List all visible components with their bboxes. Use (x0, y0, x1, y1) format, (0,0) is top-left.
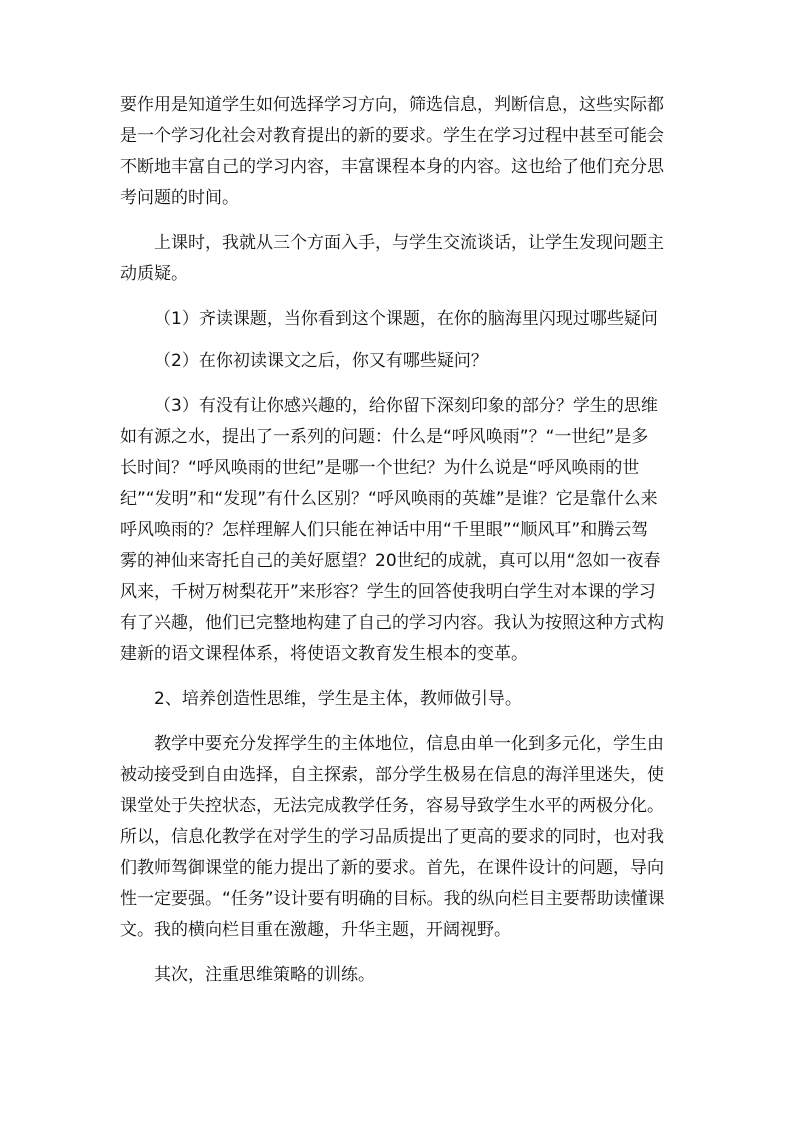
paragraph-intro-continuation: 要作用是知道学生如何选择学习方向，筛选信息，判断信息，这些实际都是一个学习化社会对教育提出的新的要求。学生在学习过程中甚至可能会不断地丰富自己的学习内容，丰富课程本身的内容。这也给了他们充分思考问题的时间。 (120, 95, 664, 208)
paragraph-class-start: 上课时，我就从三个方面入手，与学生交流谈话，让学生发现问题主动质疑。 (120, 233, 664, 284)
paragraph-question-3: （3）有没有让你感兴趣的，给你留下深刻印象的部分？学生的思维如有源之水，提出了一系列的问题：什么是“呼风唤雨”？“一世纪”是多长时间？“呼风唤雨的世纪”是哪一个世纪？为什么说是“呼风唤雨的世纪”“发明”和“发现”有什么区别？“呼风唤雨的英雄”是谁？它是靠什么来呼风唤雨的？怎样理解人们只能在神话中用“千里眼”“顺风耳”和腾云驾雾的神仙来寄托自己的美好愿望？20世纪的成就，真可以用“忽如一夜春风来，千树万树梨花开”来形容？学生的回答使我明白学生对本课的学习有了兴趣，他们已完整地构建了自己的学习内容。我认为按照这种方式构建新的语文课程体系，将使语文教育发生根本的变革。 (120, 396, 664, 664)
paragraph-thinking-strategy: 其次，注重思维策略的训练。 (154, 965, 375, 985)
document-body (120, 90, 665, 991)
section-heading-2: 2、培养创造性思维，学生是主体，教师做引导。 (154, 689, 522, 709)
paragraph-teaching: 教学中要充分发挥学生的主体地位，信息由单一化到多元化，学生由被动接受到自由选择，自主探索，部分学生极易在信息的海洋里迷失，使课堂处于失控状态，无法完成教学任务，容易导致学生水平的两极分化。所以，信息化教学在对学生的学习品质提出了更高的要求的同时，也对我们教师驾御课堂的能力提出了新的要求。首先，在课件设计的问题，导向性一定要强。“任务”设计要有明确的目标。我的纵向栏目主要帮助读懂课文。我的横向栏目重在激趣，升华主题，开阔视野。 (120, 734, 665, 940)
paragraph-question-2: （2）在你初读课文之后，你又有哪些疑问？ (154, 351, 488, 371)
paragraph-question-1: （1）齐读课题，当你看到这个课题，在你的脑海里闪现过哪些疑问 (154, 309, 658, 329)
